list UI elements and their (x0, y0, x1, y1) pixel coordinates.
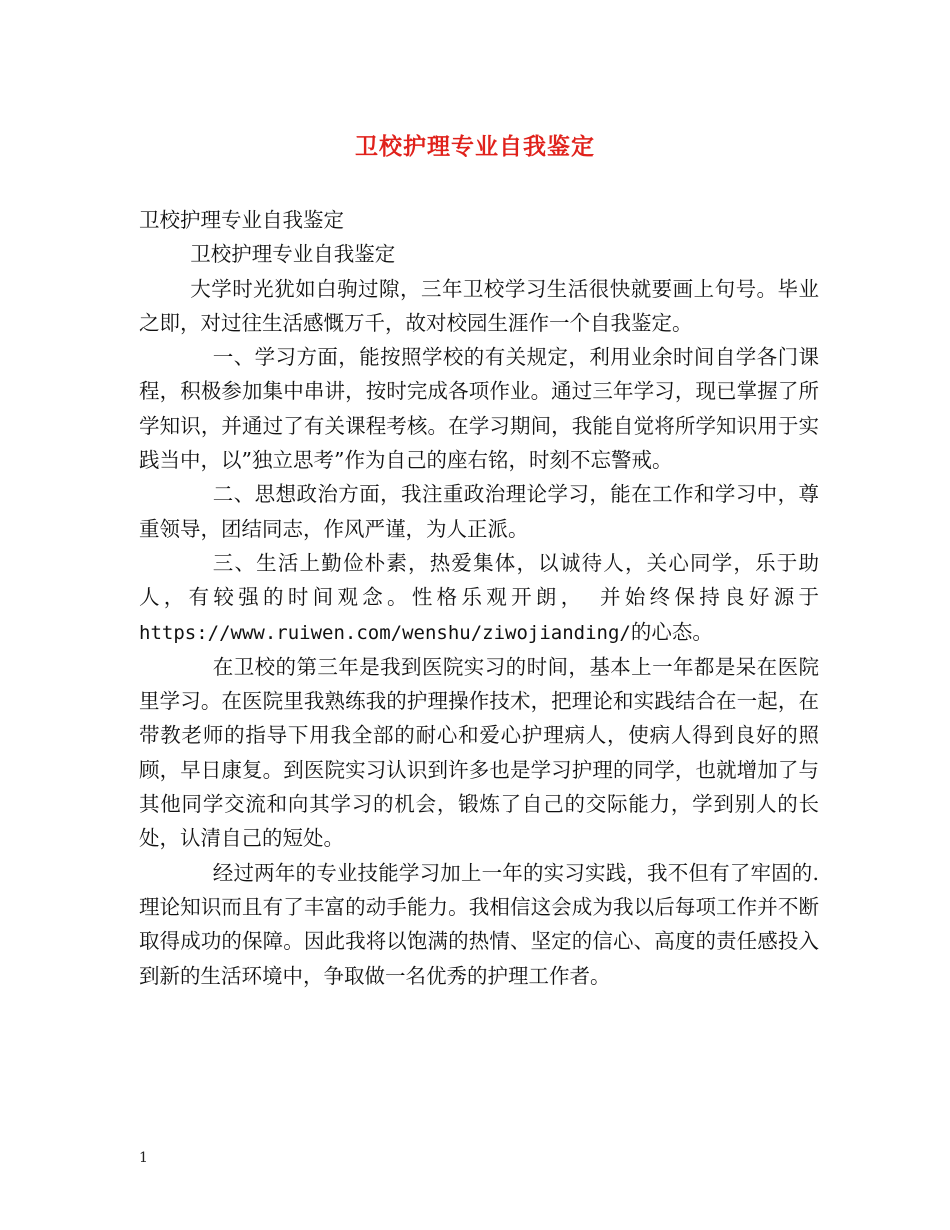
subtitle-indented-line: 卫校护理专业自我鉴定 (190, 242, 396, 267)
paragraph-intro: 大学时光犹如白驹过隙，三年卫校学习生活很快就要画上句号。毕业之即，对过往生活感慨万千，故对校园生涯作一个自我鉴定。 (139, 276, 819, 335)
paragraph-life (139, 546, 819, 650)
paragraph-life-text: 三、生活上勤俭朴素，热爱集体，以诚待人，关心同学，乐于助人，有较强的时间观念。性格乐观开朗， 并始终保持良好源于 (139, 550, 819, 610)
page-title: 卫校护理专业自我鉴定 (355, 133, 595, 160)
paragraph-study: 一、学习方面，能按照学校的有关规定，利用业余时间自学各门课程，积极参加集中串讲，按时完成各项作业。通过三年学习，现已掌握了所学知识，并通过了有关课程考核。在学习期间，我能自觉将所学知识用于实践当中，以”独立思考”作为自己的座右铭，时刻不忘警戒。 (139, 345, 819, 473)
subtitle-line: 卫校护理专业自我鉴定 (139, 208, 344, 232)
document-body (139, 203, 819, 993)
paragraph-politics: 二、思想政治方面，我注重政治理论学习，能在工作和学习中，尊重领导，团结同志，作风严谨，为人正派。 (139, 482, 819, 541)
paragraph-conclusion: 经过两年的专业技能学习加上一年的实习实践，我不但有了牢固的.理论知识而且有了丰富的动手能力。我相信这会成为我以后每项工作并不断取得成功的保障。因此我将以饱满的热情、坚定的信心、高度的责任感投入到新的生活环境中，争取做一名优秀的护理工作者。 (139, 860, 819, 988)
source-url: https://www.ruiwen.com/wenshu/ziwojianding/ (139, 621, 631, 644)
paragraph-internship: 在卫校的第三年是我到医院实习的时间，基本上一年都是呆在医院里学习。在医院里我熟练我的护理操作技术，把理论和实践结合在一起，在带教老师的指导下用我全部的耐心和爱心护理病人，使病人得到良好的照顾，早日康复。到医院实习认识到许多也是学习护理的同学，也就增加了与其他同学交流和向其学习的机会，锻炼了自己的交际能力，学到别人的长处，认清自己的短处。 (139, 654, 819, 851)
page-number: 1 (139, 1150, 148, 1166)
paragraph-life-end: 的心态。 (630, 619, 713, 644)
